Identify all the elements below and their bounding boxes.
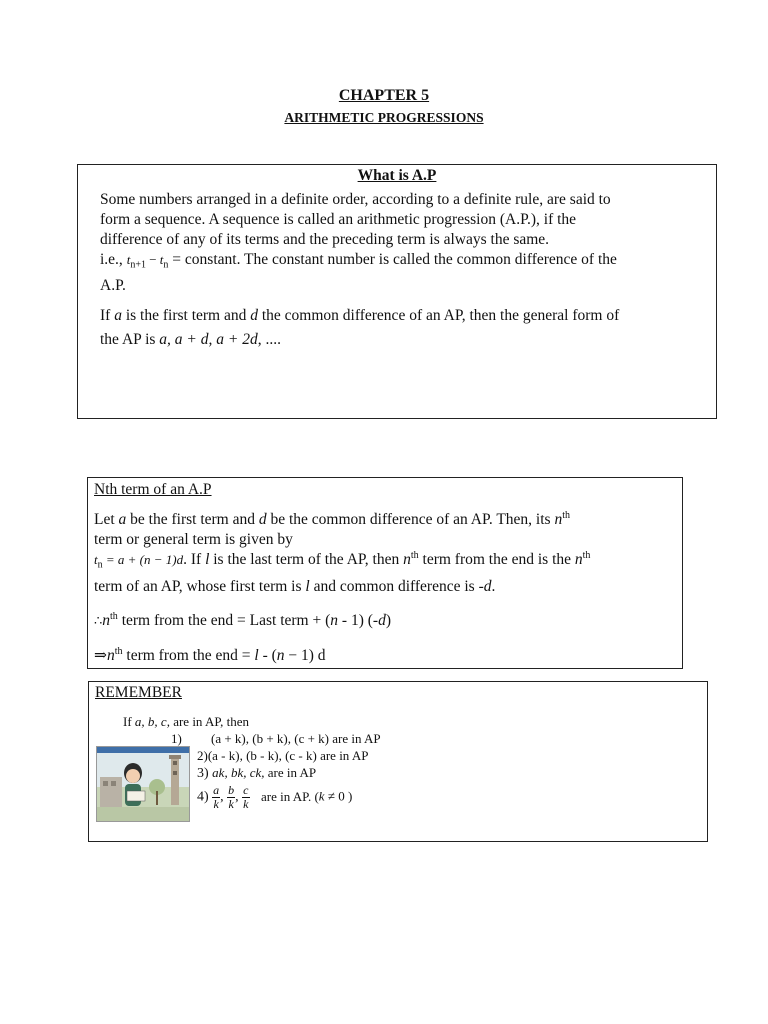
l1-mid: be the first term and [126, 511, 259, 528]
remember-item-4 [197, 784, 352, 811]
formula-t2: t [159, 252, 164, 267]
p2-line1 [100, 306, 712, 326]
l5-n: n [102, 612, 111, 629]
fraction-c-over-k [242, 784, 249, 811]
l3-c: term from the end is the [418, 551, 575, 568]
l5-end: ) [385, 612, 391, 629]
l5-n2: n [330, 612, 339, 629]
l6-n2: n [276, 647, 285, 664]
student-reading-illustration [96, 746, 190, 822]
formula-t1: t [126, 252, 131, 267]
l4-c: . [491, 578, 496, 595]
fraction-a-over-k [212, 784, 220, 811]
item4-cond: ≠ 0 ) [324, 788, 353, 804]
p2-a: a [114, 307, 122, 324]
implies-symbol: ⇒ [94, 647, 107, 664]
nth-term-heading: Nth term of an A.P [94, 481, 212, 498]
formula-t-sub: n [97, 559, 103, 571]
l6-n: n [107, 647, 115, 664]
line-2: form a sequence. A sequence is called an arithmetic progression (A.P.), if the [100, 211, 577, 228]
p2-line2 [100, 330, 712, 350]
formula-minus: − [145, 252, 160, 267]
l5-rest: term from the end = Last term + ( [117, 612, 331, 629]
comma-1: , [220, 789, 224, 805]
frac-c-num: c [243, 783, 249, 797]
line-3: difference of any of its terms and the preceding term is always the same. [100, 231, 550, 248]
frac-b-den: k [228, 797, 234, 811]
frac-b-num: b [228, 783, 235, 797]
remember-item-1-num: 1) [171, 731, 182, 746]
formula-rest: = a + (n − 1)d [102, 552, 184, 567]
l6-l: l [254, 647, 259, 664]
line-5: A.P. [100, 277, 126, 294]
formula-sub1: n+1 [130, 259, 146, 271]
item4-k: k [318, 788, 325, 804]
therefore-symbol: ∴ [94, 613, 103, 628]
nth-line-3 [94, 550, 679, 570]
l1-n: n [554, 511, 563, 528]
remember-item-2: 2)(a - k), (b - k), (c - k) are in AP [197, 748, 369, 763]
item3-text: ak, bk, ck, [212, 765, 265, 780]
line-1: Some numbers arranged in a definite order, according to a definite rule, are said to [100, 191, 611, 208]
l3-n1: n [403, 551, 411, 568]
l3-n2: n [574, 551, 583, 568]
item3-rest: are in AP [264, 765, 317, 780]
frac-a-den: k [213, 797, 219, 811]
nth-line-2: term or general term is given by [94, 531, 293, 548]
nth-line-5 [94, 611, 679, 631]
ie-prefix: i.e., [100, 251, 127, 268]
nth-line-6 [94, 646, 679, 666]
l1-let: Let [94, 511, 119, 528]
p2-if: If [100, 307, 115, 324]
l3-th2: th [582, 549, 591, 561]
fraction-b-over-k [227, 784, 235, 811]
item3-num: 3) [197, 766, 209, 781]
p2-series: a, a + d, a + 2d [159, 331, 258, 348]
what-is-ap-heading: What is A.P [357, 167, 437, 184]
comma-2: , [235, 789, 239, 805]
l5-d: -d [372, 612, 386, 629]
l3-a: . If [183, 551, 206, 568]
what-is-ap-body [100, 190, 712, 350]
l5-th: th [110, 610, 118, 622]
remember-item-3 [197, 764, 316, 783]
l5-rest2: - 1) ( [338, 612, 373, 629]
ie-suffix: = constant. The constant number is called the common difference of the [168, 251, 617, 268]
intro-rest: are in AP, then [169, 714, 250, 729]
p2-mid: is the first term and [121, 307, 251, 324]
l3-th1: th [410, 549, 419, 561]
l6-rest: term from the end = [122, 647, 255, 664]
nth-line-1 [94, 510, 679, 530]
formula-sub2: n [163, 259, 169, 271]
p2-d: d [250, 307, 258, 324]
l6-rest2: - ( [258, 647, 277, 664]
p2-line2-prefix: the AP is [100, 331, 160, 348]
line-ie [100, 250, 712, 270]
frac-a-num: a [213, 783, 220, 797]
l4-l: l [305, 578, 310, 595]
l1-rest: be the common difference of an AP. Then, its [266, 511, 555, 528]
l6-end: − 1) d [284, 647, 326, 664]
l1-a: a [118, 511, 127, 528]
chapter-title: CHAPTER 5 [338, 87, 430, 104]
l3-l: l [205, 551, 210, 568]
l6-th: th [114, 645, 123, 657]
intro-if: If [123, 714, 135, 729]
illustration-svg [97, 747, 189, 821]
l4-b: and common difference is [309, 578, 479, 595]
l4-a: term of an AP, whose first term is [94, 578, 306, 595]
nth-line-4 [94, 577, 679, 597]
nth-term-body [94, 510, 679, 666]
l1-th: th [562, 509, 570, 521]
remember-item-1: (a + k), (b + k), (c + k) are in AP [211, 731, 381, 746]
l4-d: -d [478, 578, 492, 595]
item4-rest: are in AP. ( [261, 788, 319, 804]
nth-term-box [87, 477, 683, 669]
remember-box [88, 681, 708, 842]
formula-t: t [94, 552, 98, 567]
item4-num: 4) [197, 789, 209, 805]
p2-rest: the common difference of an AP, then the general form of [257, 307, 620, 324]
remember-heading: REMEMBER [95, 684, 182, 701]
frac-c-den: k [243, 797, 249, 811]
chapter-subtitle: ARITHMETIC PROGRESSIONS [284, 110, 484, 125]
remember-intro [123, 713, 249, 731]
l3-b: is the last term of the AP, then [209, 551, 404, 568]
l1-d: d [258, 511, 267, 528]
intro-vars: a, b, c, [134, 714, 170, 729]
p2-line2-suffix: , .... [257, 331, 281, 348]
what-is-ap-box [77, 164, 717, 419]
